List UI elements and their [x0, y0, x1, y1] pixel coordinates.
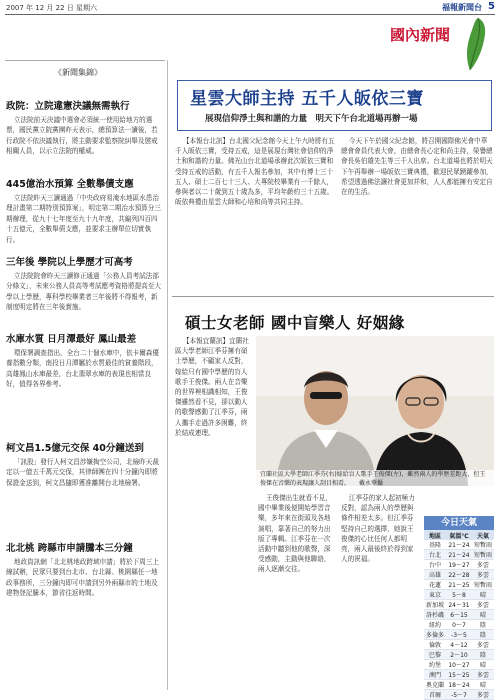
digest-item-headline: 三年後 學院以上學歷才可高考: [6, 257, 133, 268]
weather-temp: 22～28: [446, 570, 472, 580]
weather-region: 奧克蘭: [424, 680, 446, 690]
weather-condition: 多雲: [472, 670, 494, 680]
digest-item-body: 環保署調查指出，全台二十個水庫中，依卡爾森優養指數分類，南投日月潭屬於水質最佳的貧養階段，高雄鳳山水庫最差，台北翡翠水庫的表現也相當良好，值得各界參考。: [6, 349, 159, 389]
weather-temp: 5～8: [446, 590, 472, 600]
weather-temp: 15～25: [446, 670, 472, 680]
weather-condition: 多雲: [472, 600, 494, 610]
story-divider: [172, 296, 494, 297]
weather-row: [424, 540, 494, 550]
digest-item-body: 立法院前天決議中選會必須統一使用給地方的選票，國民黨立院黨團昨天表示，總預算法一讀後，若行政院不依決議執行，將主動要求監察院糾舉及懲戒相關人員，以示立法院的權威。: [6, 116, 158, 156]
column-divider: [167, 60, 168, 690]
weather-region: 約堡: [424, 660, 446, 670]
second-story-body-col3: 江季芬的家人起初極力反對，認為兩人的學歷與條件相差太多。但江季芬堅持自己的選擇，她說王俊傑的心比任何人都明亮，兩人最後終於得到家人的祝福。: [341, 494, 415, 564]
digest-item-body: 地政資訊網「北北桃地政跨域申請」將於下周三上線試辦，民眾只要到台北市、台北縣、桃園縣任一地政事務所，三分鐘內即可申請到另外兩縣市的土地及建物登記騰本，節省往返時間。: [6, 558, 159, 598]
top-bar: [0, 0, 500, 14]
weather-row: [424, 560, 494, 570]
weather-row: [424, 590, 494, 600]
news-digest-title: 《新聞集錦》: [54, 68, 102, 77]
weather-region: 巴黎: [424, 650, 446, 660]
digest-item-body: 立法院昨天三讀通過「中央政府易淹水地區水患治理計畫第二期特別預算案」，明定第二期治水預算分三期辦理，從九十七年度至九十九年度，共編列四百四十五億元，全數舉債支應，並要求主辦單位切實執行。: [6, 194, 161, 244]
top-story-title: 星雲大師主持 五千人皈依三寶: [190, 89, 424, 109]
weather-condition: 多雲: [472, 690, 494, 700]
weather-condition: 多雲: [472, 640, 494, 650]
weather-region: 洛杉磯: [424, 610, 446, 620]
top-story-body-col2: 今天下午於國父紀念館，將召開國際佛光會中華總會會員代表大會，由總會長心定和尚主持，榮譽總會長吳伯雄先生等三千人出席。台北道場也將於明天下午再舉辦一場皈依三寶典禮，歡迎民眾踴躍參加，希望透過佛法讓社會更加祥和，人人都能擁有安定自在的生活。: [341, 137, 493, 197]
second-story-title: 碩士女老師 國中盲樂人 好姻緣: [185, 314, 405, 332]
weather-temp: 21～24: [446, 540, 472, 550]
weather-region: 東京: [424, 590, 446, 600]
digest-item-headline: 政院：立院違憲決議無需執行: [6, 101, 130, 112]
weather-row: [424, 690, 494, 700]
weather-header-condition: 天氣: [472, 530, 494, 540]
weather-condition: 多雲: [472, 560, 494, 570]
weather-region: 高雄: [424, 570, 446, 580]
weather-row: [424, 660, 494, 670]
weather-table: [424, 530, 494, 700]
section-title: 國內新聞: [390, 26, 451, 44]
couple-photo-image: [256, 336, 494, 486]
weather-region: 多倫多: [424, 630, 446, 640]
weather-condition: 多雲: [472, 570, 494, 580]
digest-item: [6, 176, 164, 256]
digest-item-headline: 北北桃 跨縣市申請騰本三分鐘: [6, 543, 133, 554]
top-story-body-col1: 【本報台北訊】台北國父紀念館今天上午九時將有五千人皈依三寶，受持五戒，這是展現台灣社會信仰的淨土和和諧的力量。佛光山台北道場承辦此次皈依三寶和受持五戒的活動，有五千人報名參加，其中有博士三十五人、碩士二百七十三人、大專院校畢業有一千餘人，參與者以二十歲到五十歲為多，平均年齡約三十五歲。皈依典禮由星雲大師和心培和尚等共同主持。: [175, 137, 335, 207]
weather-condition: 晴: [472, 610, 494, 620]
weather-row: [424, 610, 494, 620]
weather-temp: -3～5: [446, 630, 472, 640]
weather-temp: 2～10: [446, 650, 472, 660]
digest-item-headline: 水庫水質 日月潭最好 鳳山最差: [6, 334, 137, 345]
weather-row: [424, 680, 494, 690]
weather-temp: 10～27: [446, 660, 472, 670]
weather-region: 首爾: [424, 690, 446, 700]
weather-header-row: [424, 530, 494, 540]
weather-condition: 晴: [472, 590, 494, 600]
weather-title: 今日天氣: [424, 516, 494, 530]
digest-item: [6, 540, 164, 692]
weather-region: 倫敦: [424, 640, 446, 650]
weather-row: [424, 670, 494, 680]
weather-condition: 短暫雨: [472, 550, 494, 560]
weather-rows: [424, 540, 494, 700]
weather-row: [424, 650, 494, 660]
digest-item-body: 「訊股」發行人柯文昌涉嫌掏空公司，北檢昨天裁定以一億五千萬元交保，其律師團在四十分鐘內即將保證金送到，柯文昌隨即獲准離開台北地檢署。: [6, 458, 159, 487]
weather-temp: 19～27: [446, 560, 472, 570]
taiwan-map-icon: [460, 16, 492, 72]
second-story-body-col1: 【本報宜蘭訊】宜蘭社區大學老師江季芬擁有碩士學歷，不顧家人反對，嫁給只有國中學歷的盲人歌手王俊傑。兩人在音樂的世界裡相識相知，王俊傑雖然看不見，卻以動人的歌聲感動了江季芬，兩人攜手走過許多困難，終於結成連理。: [175, 337, 249, 437]
weather-region: 澳門: [424, 670, 446, 680]
digest-item-headline: 柯文昌1.5億元交保 40分鐘送到: [6, 443, 144, 454]
weather-temp: 24～31: [446, 600, 472, 610]
weather-temp: 6～15: [446, 610, 472, 620]
weather-temp: 21～25: [446, 580, 472, 590]
digest-item: [6, 254, 164, 334]
weather-panel: [424, 516, 494, 699]
weather-region: 新加坡: [424, 600, 446, 610]
weather-condition: 短暫雨: [473, 542, 492, 549]
digest-item-body: 立法院院會昨天三讀修正通過「公務人員考試法部分條文」，未來公務人員高等考試應考資格將提高至大學以上學歷，專科學校畢業者三年後將不得報考，新制度明定將在三年後實施。: [6, 272, 161, 312]
digest-item-headline: 445億治水預算 全數舉債支應: [6, 179, 134, 190]
weather-row: [424, 580, 494, 590]
weather-region: 基隆: [424, 540, 446, 550]
publication-name: 福報新聞台: [442, 3, 482, 12]
page-number: 5: [488, 1, 495, 12]
weather-temp: 18～24: [446, 680, 472, 690]
weather-temp: 4～12: [446, 640, 472, 650]
weather-row: [424, 630, 494, 640]
weather-row: [424, 570, 494, 580]
weather-condition: 陰: [472, 620, 494, 630]
weather-region: 台北: [424, 550, 446, 560]
weather-row: [424, 600, 494, 610]
weather-row: [424, 550, 494, 560]
top-story-subtitle: 展現信仰淨土與和諧的力量 明天下午台北道場再辦一場: [205, 114, 418, 124]
weather-row: [424, 640, 494, 650]
weather-condition: 陰: [472, 650, 494, 660]
weather-temp: 21～24: [446, 550, 472, 560]
digest-item: [6, 98, 164, 178]
weather-region: 台中: [424, 560, 446, 570]
weather-condition: 晴: [472, 680, 494, 690]
digest-item: [6, 331, 164, 442]
weather-region: 紐約: [424, 620, 446, 630]
second-story-body-col2: 王俊傑出生就看不見，國中畢業後便開始學習音樂，多年來在街頭及各地演唱，靠著自己的努力出版了專輯。江季芬在一次活動中聽到他的歌聲，深受感動，主動與他聯絡，兩人逐漸交往。: [258, 494, 332, 574]
weather-row: [424, 620, 494, 630]
weather-region: 花蓮: [424, 580, 446, 590]
digest-item: [6, 440, 164, 541]
issue-date: 2007 年 12 月 22 日 星期六: [6, 4, 97, 12]
weather-condition: 短暫雨: [472, 580, 494, 590]
photo-caption: 宜蘭社區大學老師江季芬(右)嫁給盲人歌手王俊傑(左)，雖然兩人的學歷差距大，但王俊傑在音樂的表現讓人刮目相看。 戴永華攝: [256, 470, 494, 490]
weather-header-temp: 氣溫℃: [446, 530, 472, 540]
weather-condition: 陰: [472, 630, 494, 640]
weather-header-region: 地區: [424, 530, 446, 540]
weather-temp: 0～7: [446, 620, 472, 630]
weather-temp: -5～7: [446, 690, 472, 700]
couple-photo: [256, 336, 494, 486]
weather-condition: 晴: [472, 660, 494, 670]
top-divider: [5, 14, 495, 15]
